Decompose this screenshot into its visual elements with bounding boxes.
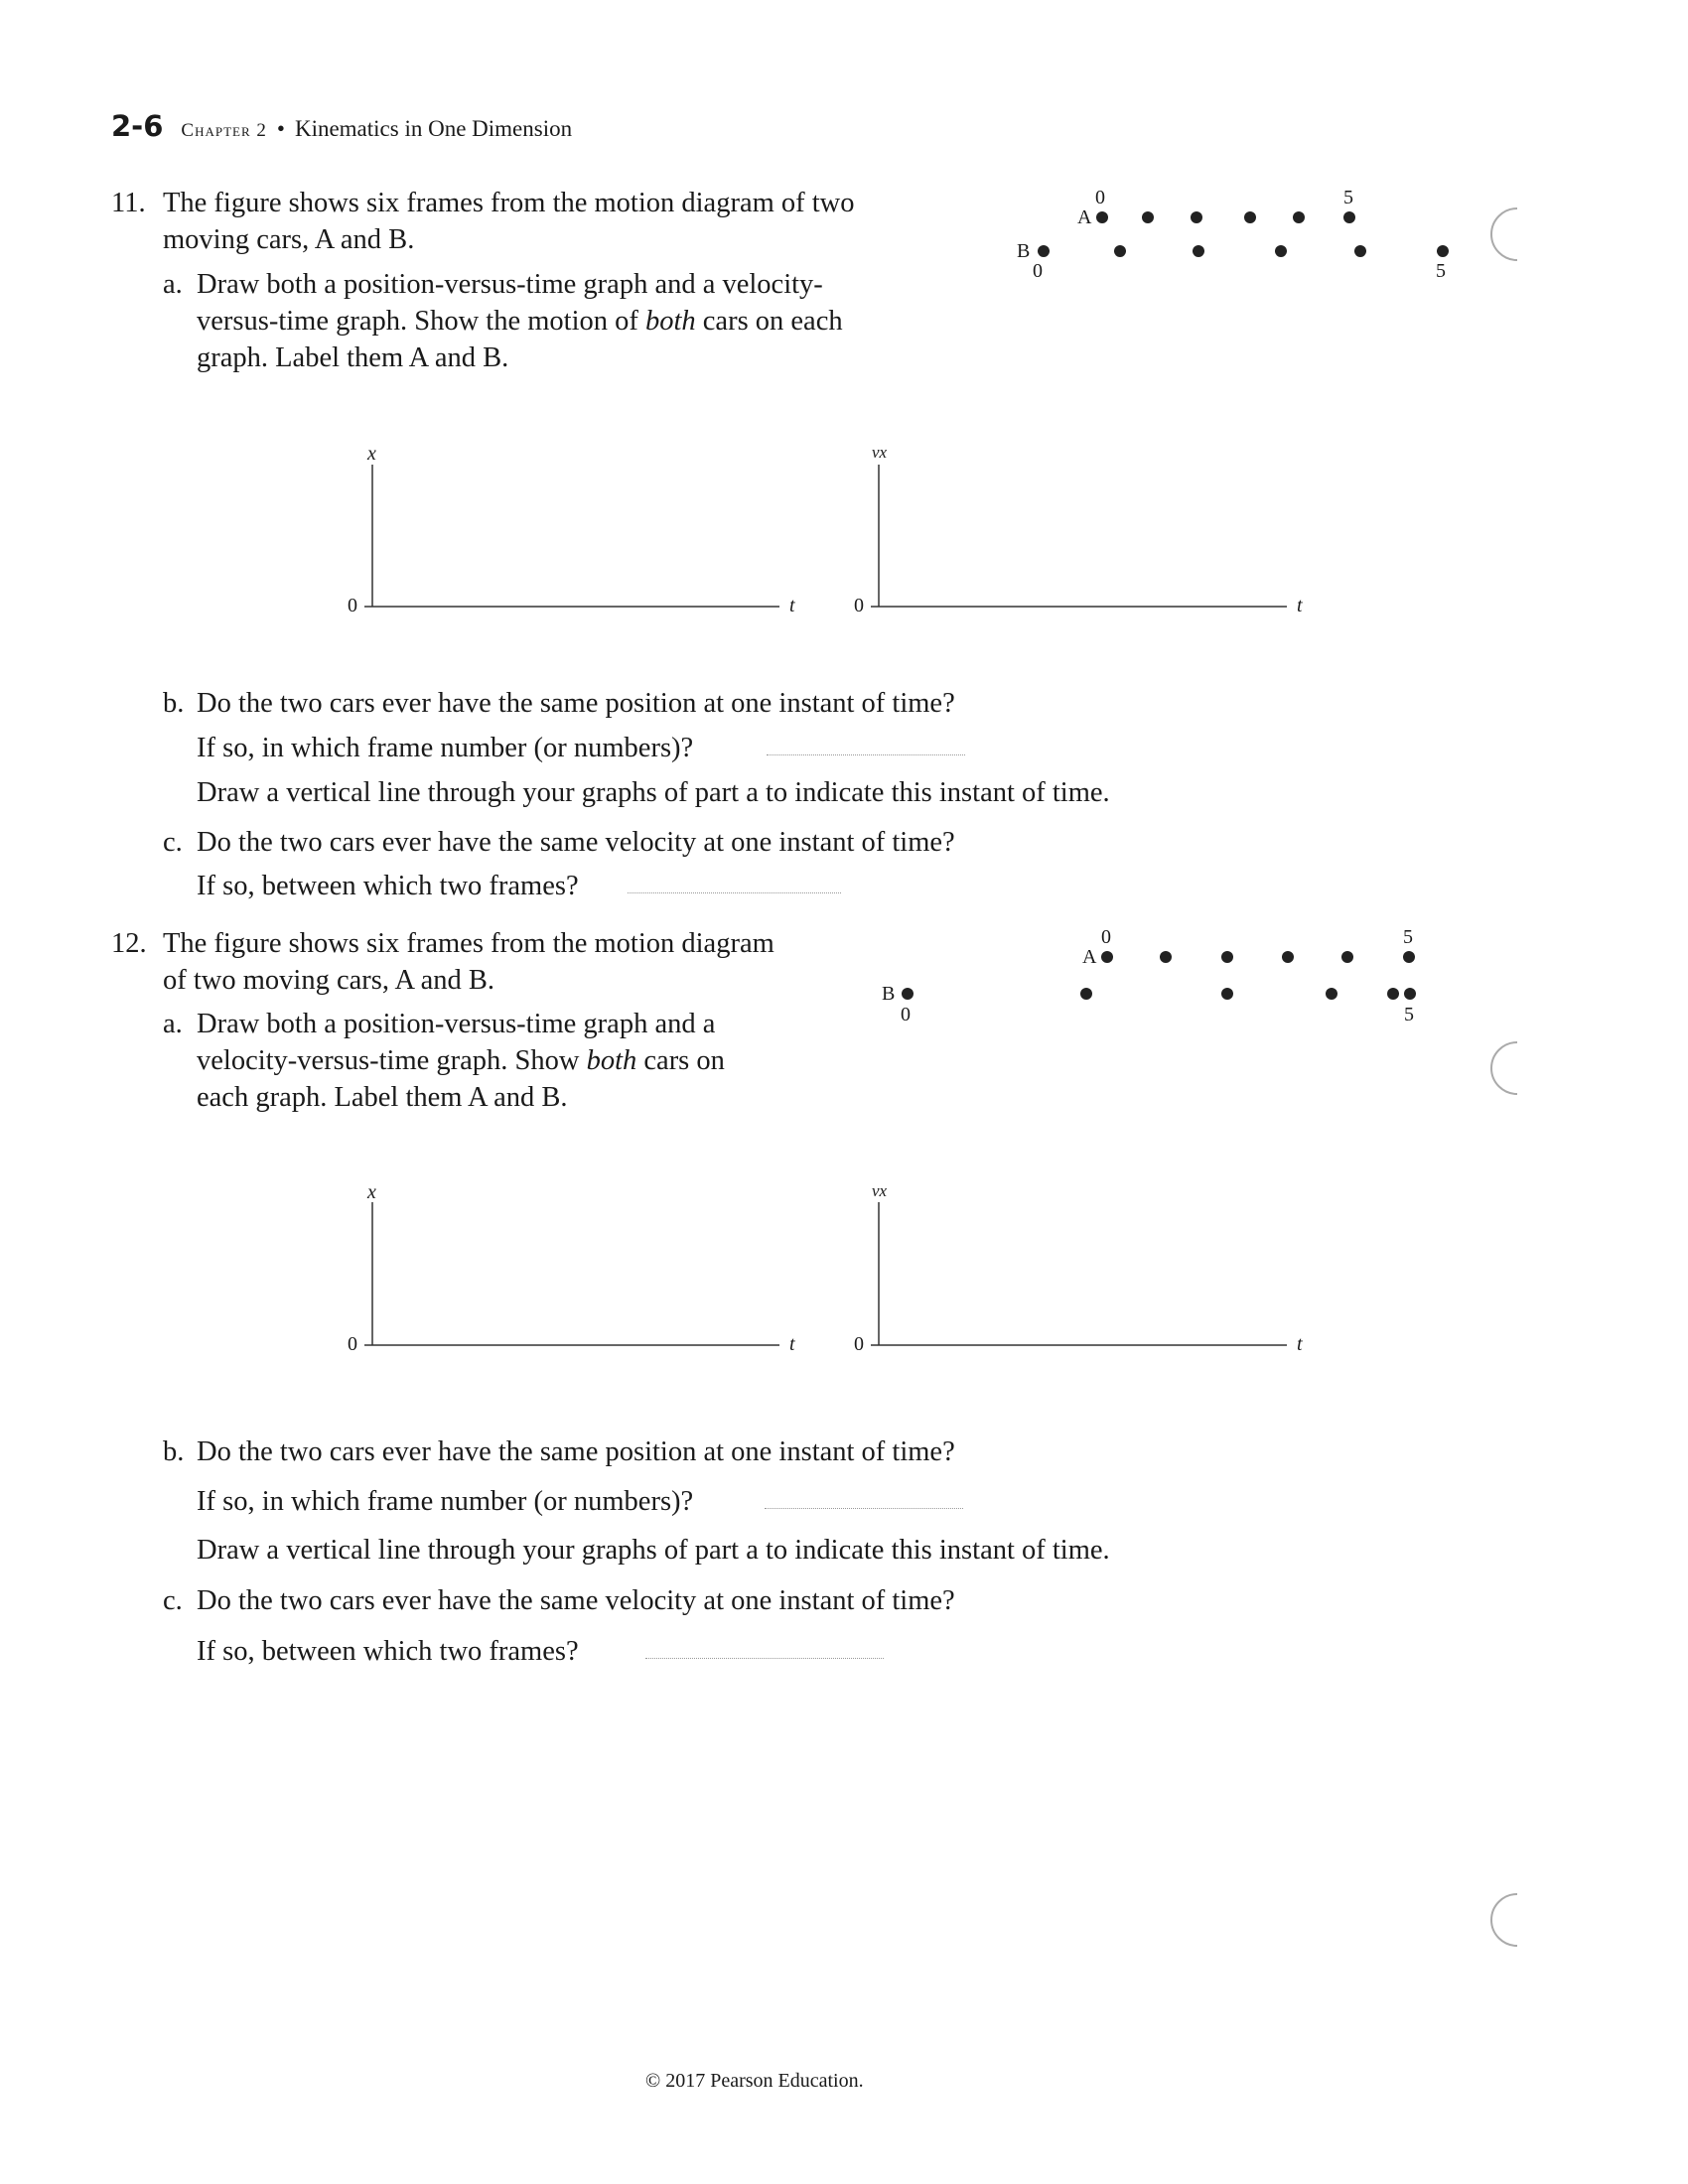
binder-hole-mark — [1491, 208, 1517, 260]
q11-label-b: B — [1017, 240, 1031, 262]
q12-a-letter: a. — [163, 1009, 183, 1039]
q12-c-line2: If so, between which two frames? — [197, 1636, 579, 1667]
q12-c-line1: Do the two cars ever have the same velocity at one instant of time? — [197, 1585, 955, 1616]
q11-x-axis-label: x — [367, 443, 376, 465]
q12-v-axis-label: vx — [872, 1181, 888, 1200]
q11-b-start-frame: 0 — [1033, 260, 1043, 282]
q12-b-line2: If so, in which frame number (or numbers)? — [197, 1486, 694, 1517]
q11-a-start-frame: 0 — [1095, 187, 1105, 208]
copyright-footer: © 2017 Pearson Education. — [645, 2070, 864, 2092]
q12-b-start-frame: 0 — [901, 1004, 911, 1025]
page-number: 2-6 — [111, 109, 164, 143]
q12-v-origin-label: 0 — [854, 1333, 864, 1355]
q11-a-line1: Draw both a position-versus-time graph and a velocity- — [197, 269, 823, 300]
q12-v-t-label: t — [1297, 1333, 1303, 1355]
chapter-title: Kinematics in One Dimension — [294, 116, 573, 141]
q12-c-letter: c. — [163, 1585, 183, 1616]
q12-label-a: A — [1082, 946, 1097, 968]
q11-a-line2: versus-time graph. Show the motion of both cars on each — [197, 306, 843, 337]
q11-intro-line1: The figure shows six frames from the motion diagram of two — [163, 188, 855, 218]
q12-intro-line1: The figure shows six frames from the motion diagram — [163, 928, 774, 959]
q11-b-line3: Draw a vertical line through your graphs of part a to indicate this instant of time. — [197, 777, 1110, 808]
q12-b-line3: Draw a vertical line through your graphs of part a to indicate this instant of time. — [197, 1535, 1110, 1566]
binder-hole-mark — [1491, 1894, 1517, 1946]
q11-v-origin-label: 0 — [854, 595, 864, 616]
q11-a-emphasis: both — [644, 306, 696, 337]
q12-x-axis-label: x — [367, 1181, 376, 1203]
q12-x-t-label: t — [789, 1333, 795, 1355]
q11-x-t-label: t — [789, 595, 795, 616]
q11-label-a: A — [1077, 206, 1092, 228]
q12-number: 12. — [111, 928, 147, 959]
q12-a-start-frame: 0 — [1101, 926, 1111, 948]
q11-v-axis-label: vx — [872, 443, 888, 462]
q12-a-end-frame: 5 — [1403, 926, 1413, 948]
q11-b-line2: If so, in which frame number (or numbers)? — [197, 733, 694, 763]
q12-x-origin-label: 0 — [348, 1333, 357, 1355]
q11-c-letter: c. — [163, 827, 183, 858]
chapter-label: Chapter 2 — [181, 120, 267, 141]
q11-number: 11. — [111, 188, 146, 218]
q12-intro-line2: of two moving cars, A and B. — [163, 965, 495, 996]
q11-a-line3: graph. Label them A and B. — [197, 342, 509, 373]
q12-b-end-frame: 5 — [1404, 1004, 1414, 1025]
q11-x-origin-label: 0 — [348, 595, 357, 616]
q12-label-b: B — [882, 983, 896, 1005]
binder-hole-mark — [1491, 1042, 1517, 1094]
q12-b-line1: Do the two cars ever have the same position at one instant of time? — [197, 1436, 955, 1467]
q12-a-line3: each graph. Label them A and B. — [197, 1082, 568, 1113]
q11-a-letter: a. — [163, 269, 183, 300]
q12-a-line1: Draw both a position-versus-time graph and a — [197, 1009, 716, 1039]
q11-v-t-label: t — [1297, 595, 1303, 616]
q11-b-line1: Do the two cars ever have the same position at one instant of time? — [197, 688, 955, 719]
q11-b-letter: b. — [163, 688, 185, 719]
q11-a-end-frame: 5 — [1343, 187, 1353, 208]
q12-a-line2: velocity-versus-time graph. Show both cars on — [197, 1045, 725, 1076]
header-bullet: • — [276, 116, 285, 141]
q11-intro-line2: moving cars, A and B. — [163, 224, 415, 255]
q11-c-line2: If so, between which two frames? — [197, 871, 579, 901]
q11-c-line1: Do the two cars ever have the same velocity at one instant of time? — [197, 827, 955, 858]
q12-a-emphasis: both — [586, 1045, 637, 1076]
q12-b-letter: b. — [163, 1436, 185, 1467]
q11-b-end-frame: 5 — [1436, 260, 1446, 282]
